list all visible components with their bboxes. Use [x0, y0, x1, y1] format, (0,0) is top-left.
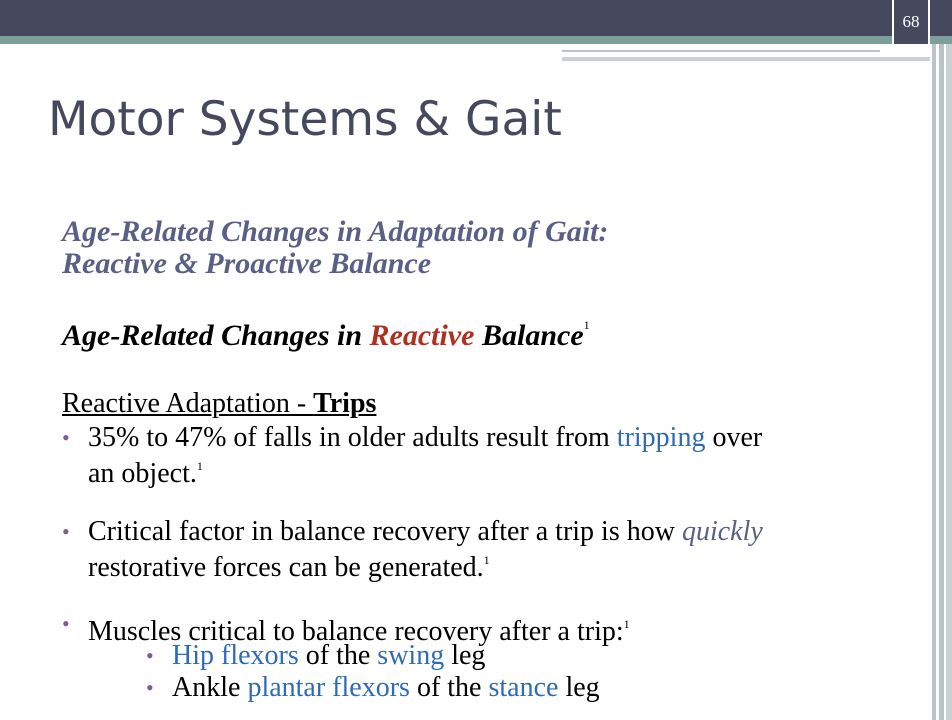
bullet-2-quickly: quickly: [681, 516, 763, 547]
bullet-1-text-a: 35% to 47% of falls in older adults result from: [88, 422, 617, 453]
sub-bullet-2-stance: stance: [488, 672, 559, 703]
sub-bullet-item-2: [146, 672, 600, 703]
bullet-3-footnote: 1: [623, 617, 630, 631]
section-bold: Trips: [313, 388, 377, 419]
bullet-2-line-2: restorative forces can be generated.: [88, 552, 484, 583]
header-bar: [0, 0, 952, 36]
bullet-dot: •: [146, 643, 154, 668]
bullet-1-tripping: tripping: [616, 422, 706, 453]
sub-bullet-2-text-a: Ankle: [172, 672, 248, 703]
section-title: [62, 388, 376, 420]
heading-part-1: Age-Related Changes in: [62, 319, 370, 352]
sub-bullet-1-text-b: of the: [298, 640, 378, 671]
bullet-dot: •: [62, 611, 70, 636]
sub-bullet-2-text-c: of the: [409, 672, 489, 703]
bullet-dot: •: [62, 519, 70, 544]
heading-highlight: Reactive: [369, 319, 475, 352]
bullet-dot: •: [62, 425, 70, 450]
sub-bullet-2-text-e: leg: [558, 672, 600, 703]
header-accent-bar: [0, 36, 952, 44]
sub-bullet-2-plantar-flexors: plantar flexors: [247, 672, 410, 703]
sub-bullet-1-swing: swing: [377, 640, 445, 671]
header-underline-1: [562, 50, 880, 52]
page-number: 68: [902, 12, 920, 31]
section-label: Reactive Adaptation -: [62, 388, 314, 419]
bullet-item-2: [62, 516, 763, 583]
subheading: [62, 216, 608, 280]
bullet-3-text: Muscles critical to balance recovery after a trip:: [88, 616, 624, 647]
bullet-1-text-c: over: [705, 422, 763, 453]
sub-bullet-item-1: [146, 640, 486, 671]
header-underline-2: [562, 57, 930, 61]
bullet-dot: •: [146, 675, 154, 700]
heading-footnote: 1: [583, 318, 590, 332]
bullet-2-footnote: 1: [483, 553, 490, 567]
heading-part-2: Balance: [474, 319, 584, 352]
bullet-2-text-a: Critical factor in balance recovery after a trip is how: [88, 516, 682, 547]
subheading-line-1: Age-Related Changes in Adaptation of Gait:: [62, 215, 609, 248]
sub-bullet-1-text-d: leg: [444, 640, 486, 671]
bullet-item-1: [62, 422, 763, 489]
sub-bullet-1-hip-flexors: Hip flexors: [172, 640, 299, 671]
subheading-line-2: Reactive & Proactive Balance: [62, 247, 432, 280]
bullet-1-line-2: an object.: [88, 458, 197, 489]
bullet-1-footnote: 1: [196, 459, 203, 473]
right-edge-stripes: [930, 44, 952, 720]
reactive-balance-heading: [62, 318, 590, 353]
slide-title: Motor Systems & Gait: [48, 92, 562, 147]
